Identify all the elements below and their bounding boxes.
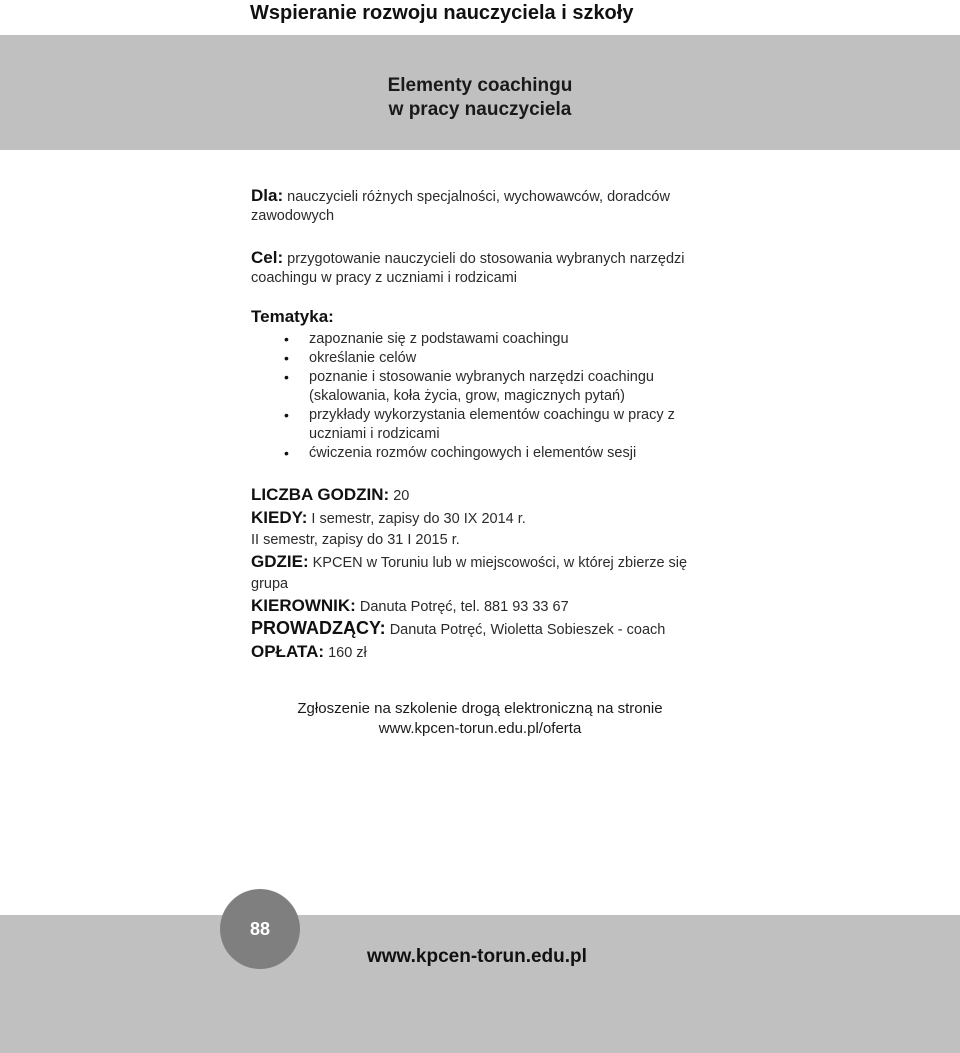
audience-label: Dla: xyxy=(251,186,284,205)
course-content xyxy=(251,186,701,664)
where-row xyxy=(251,551,701,595)
goal-paragraph xyxy=(251,248,701,288)
audience-text: nauczycieli różnych specjalności, wychowawców, doradców zawodowych xyxy=(251,189,670,224)
fee-label: OPŁATA: xyxy=(251,642,325,661)
topics-list xyxy=(251,330,701,463)
course-details xyxy=(251,484,701,664)
topics-heading: Tematyka: xyxy=(251,307,334,326)
course-title-line-1: Elementy coachingu xyxy=(387,75,573,96)
goal-label: Cel: xyxy=(251,248,284,267)
footer-url[interactable]: www.kpcen-torun.edu.pl xyxy=(367,946,587,967)
hours-value: 20 xyxy=(393,488,410,504)
where-label: GDZIE: xyxy=(251,552,309,571)
topic-text: ćwiczenia rozmów cochingowych i elementów sesji xyxy=(309,445,637,461)
course-title xyxy=(250,74,710,122)
course-title-line-2: w pracy nauczyciela xyxy=(388,99,572,120)
list-item xyxy=(251,368,701,406)
page-number: 88 xyxy=(249,918,271,939)
fee-row xyxy=(251,641,701,664)
audience-paragraph xyxy=(251,186,701,226)
footer-band xyxy=(0,915,960,1053)
topic-text: poznanie i stosowanie wybranych narzędzi coachingu (skalowania, koła życia, grow, magicznych pytań) xyxy=(309,369,654,404)
list-item xyxy=(251,406,701,444)
page-number-badge xyxy=(220,889,300,969)
hours-row xyxy=(251,484,701,507)
when-row xyxy=(251,507,701,530)
signup-link[interactable]: www.kpcen-torun.edu.pl/oferta xyxy=(378,719,582,737)
topic-text: przykłady wykorzystania elementów coachingu w pracy z uczniami i rodzicami xyxy=(309,407,675,442)
fee-value: 160 zł xyxy=(328,645,367,661)
bullet-icon: • xyxy=(284,369,289,385)
bullet-icon: • xyxy=(284,445,289,461)
instructor-row xyxy=(251,618,701,641)
when-row-2 xyxy=(251,530,701,551)
goal-text: przygotowanie nauczycieli do stosowania wybranych narzędzi coachingu w pracy z uczniami i rodzicami xyxy=(251,251,685,286)
when-value-2: II semestr, zapisy do 31 I 2015 r. xyxy=(251,532,460,548)
manager-label: KIEROWNIK: xyxy=(251,596,356,615)
signup-note xyxy=(250,699,710,738)
list-item xyxy=(251,330,701,349)
topic-text: określanie celów xyxy=(309,350,417,366)
manager-row xyxy=(251,595,701,618)
signup-text: Zgłoszenie na szkolenie drogą elektroniczną na stronie xyxy=(297,700,663,717)
bullet-icon: • xyxy=(284,331,289,347)
topic-text: zapoznanie się z podstawami coachingu xyxy=(309,331,569,347)
where-value: KPCEN w Toruniu lub w miejscowości, w której zbierze się grupa xyxy=(251,555,688,592)
bullet-icon: • xyxy=(284,350,289,366)
hours-label: LICZBA GODZIN: xyxy=(251,485,390,504)
instructor-label: PROWADZĄCY: xyxy=(251,618,386,638)
list-item xyxy=(251,444,701,463)
bullet-icon: • xyxy=(284,407,289,423)
list-item xyxy=(251,349,701,368)
manager-value: Danuta Potręć, tel. 881 93 33 67 xyxy=(359,599,569,615)
instructor-value: Danuta Potręć, Wioletta Sobieszek - coach xyxy=(389,622,666,638)
when-label: KIEDY: xyxy=(251,508,308,527)
section-title: Wspieranie rozwoju nauczyciela i szkoły xyxy=(250,2,634,24)
when-value-1: I semestr, zapisy do 30 IX 2014 r. xyxy=(311,511,526,527)
